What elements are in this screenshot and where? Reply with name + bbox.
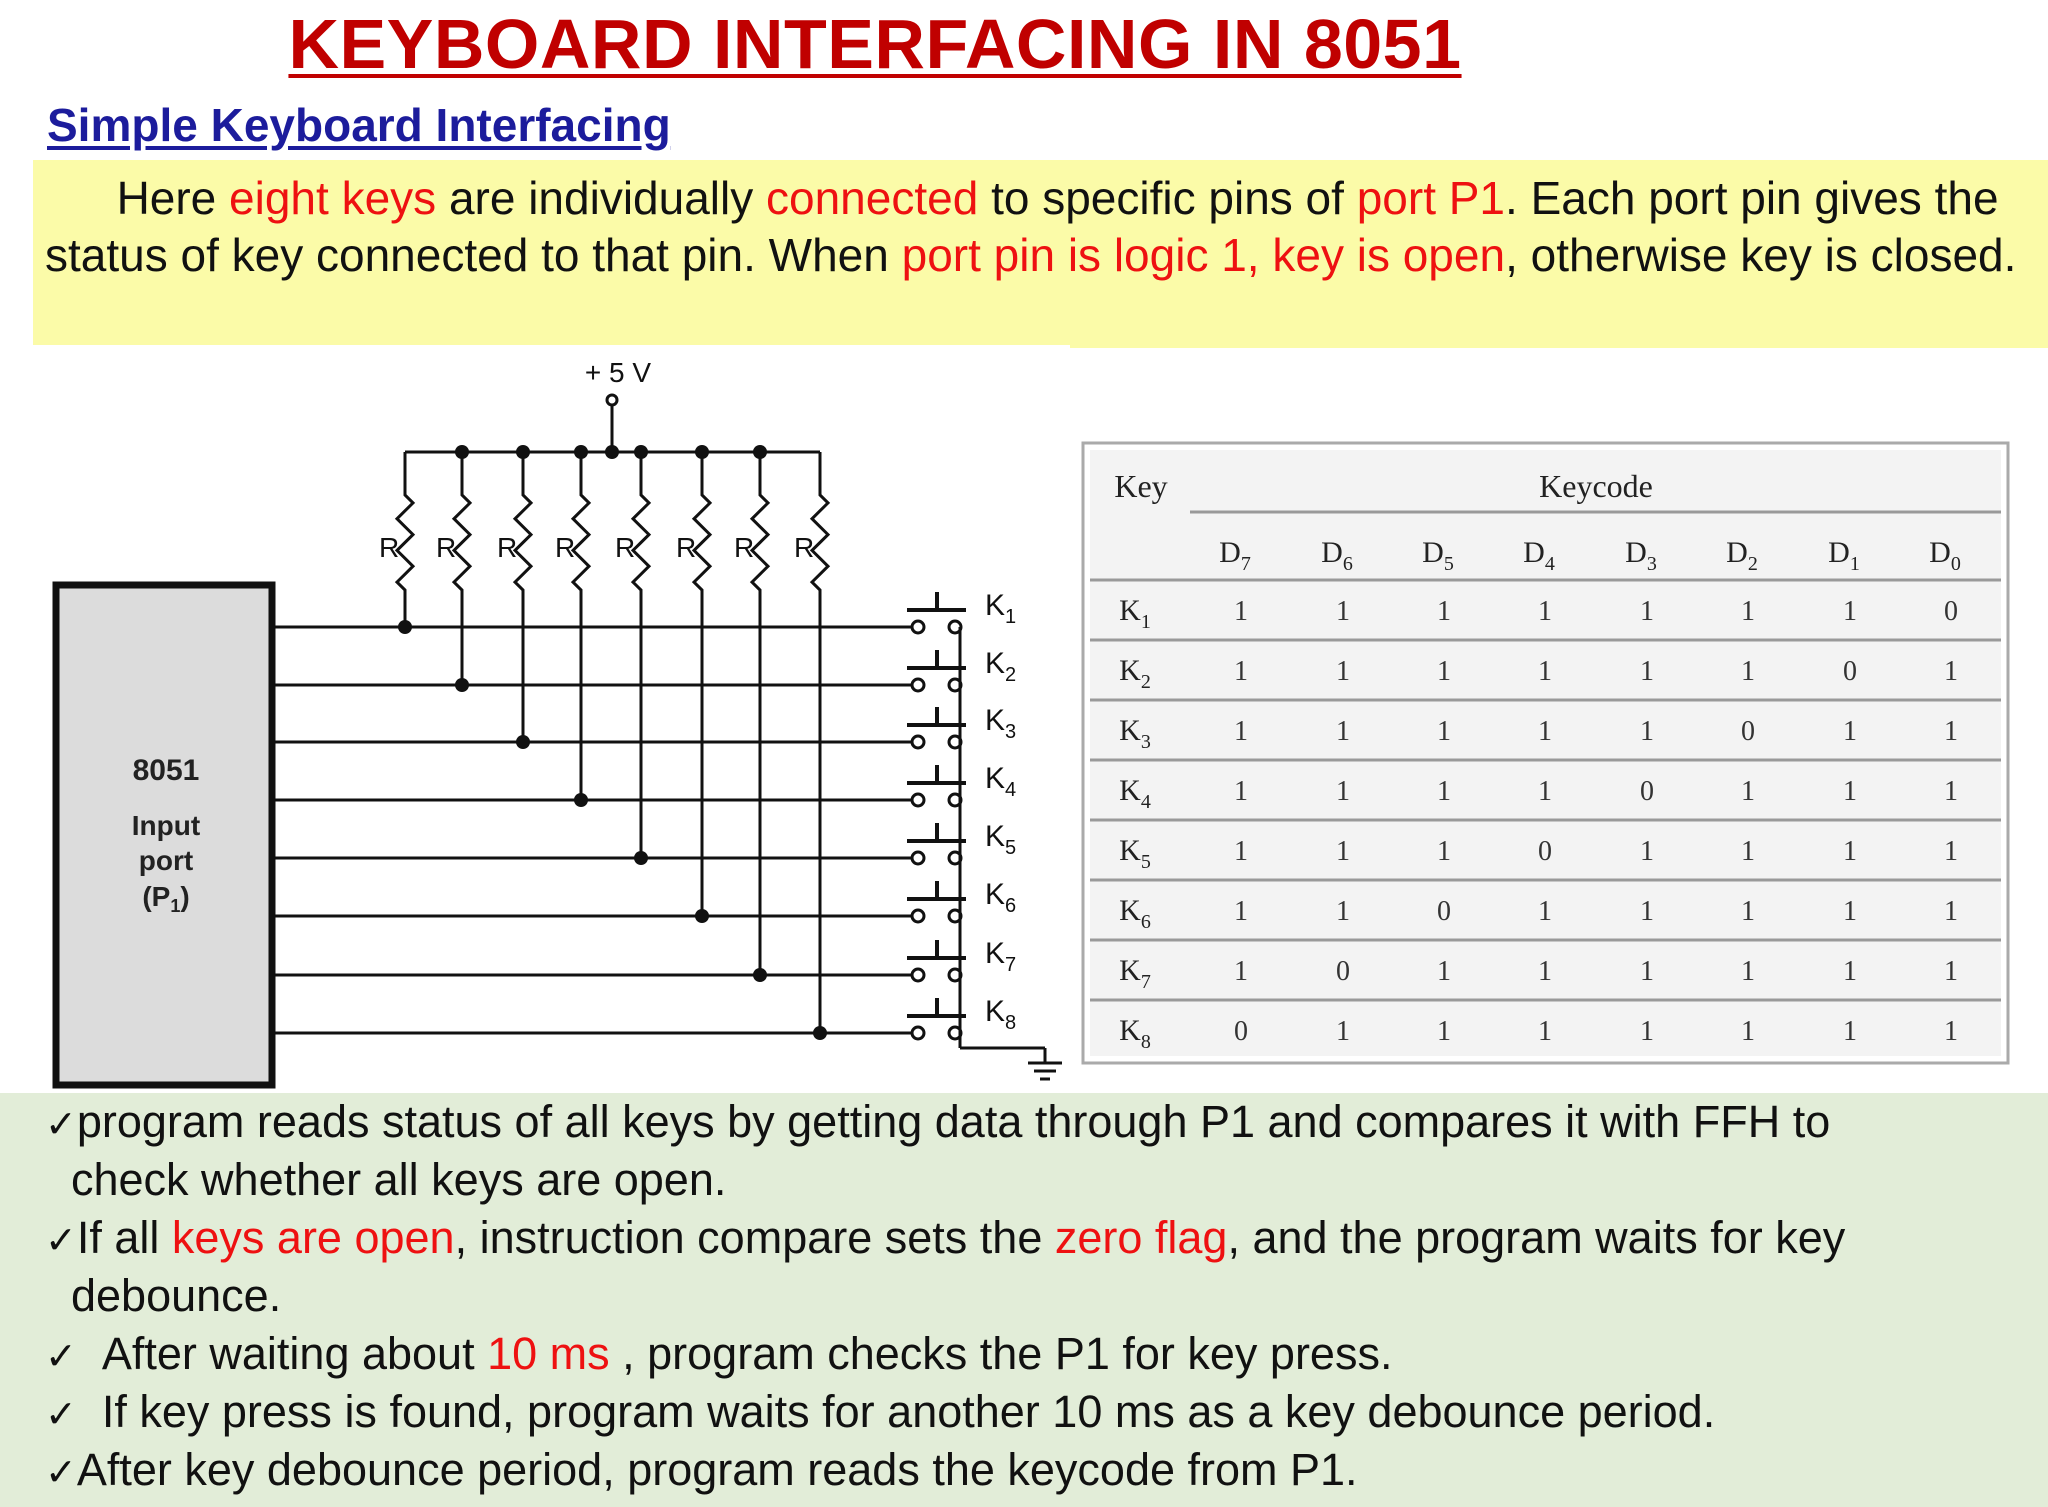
bit-cell: 1 (1640, 956, 1654, 987)
bit-cell: 0 (1741, 716, 1755, 747)
bit-cell: 1 (1538, 596, 1552, 627)
key-label-letter: K (985, 704, 1006, 737)
bit-cell: 1 (1437, 716, 1451, 747)
key-label (985, 762, 1016, 801)
bit-cell: 1 (1234, 956, 1248, 987)
section-subtitle: Simple Keyboard Interfacing (47, 99, 671, 151)
switch-contact (912, 794, 924, 806)
bullet-3-highlight-10ms: 10 ms (487, 1328, 610, 1379)
bit-cell: 1 (1944, 1016, 1958, 1047)
key-label-letter: K (985, 647, 1006, 680)
bit-cell: 1 (1640, 896, 1654, 927)
table-header-keycode: Keycode (1539, 468, 1653, 504)
bit-cell: 1 (1843, 896, 1857, 927)
bullet-2-highlight-zero-flag: zero flag (1054, 1212, 1228, 1263)
bullet-3 (45, 1325, 1392, 1385)
bit-cell: 1 (1234, 596, 1248, 627)
bullet-2-text-3: , and the program waits for key (1227, 1212, 1846, 1263)
bullet-2-continued: debounce. (71, 1270, 282, 1321)
bullet-2-text-2: , instruction compare sets the (454, 1212, 1055, 1263)
intro-highlight-eight-keys: eight keys (229, 172, 437, 224)
keycode-table (1083, 443, 2008, 1063)
row-junction-dot (398, 620, 412, 634)
key-label (985, 704, 1016, 743)
supply-terminal (607, 395, 617, 405)
bullet-list (0, 1093, 2048, 1507)
key-label-index: 6 (1005, 895, 1017, 917)
bit-cell: 1 (1843, 1016, 1857, 1047)
bit-cell: 1 (1944, 896, 1958, 927)
bit-cell: 0 (1843, 656, 1857, 687)
bit-cell: 0 (1234, 1016, 1248, 1047)
switch-contact (912, 852, 924, 864)
key-label (985, 820, 1016, 859)
bit-cell: 0 (1944, 596, 1958, 627)
row-key-index: 8 (1140, 1031, 1151, 1053)
check-icon: ✓ (45, 1102, 77, 1146)
key-label (985, 937, 1016, 976)
bit-header-letter: D (1321, 536, 1343, 569)
bullet-3-text-1: After waiting about (101, 1328, 488, 1379)
bit-header-index: 3 (1646, 553, 1657, 575)
row-key-letter: K (1119, 1014, 1141, 1047)
bit-cell: 0 (1640, 776, 1654, 807)
key-label (985, 589, 1016, 628)
circuit-schematic (56, 357, 1062, 1085)
bullet-1-text: program reads status of all keys by getting data through P1 and compares it with FFH to (76, 1096, 1831, 1147)
bullet-4 (45, 1383, 1715, 1443)
intro-box (33, 160, 2048, 345)
bit-header-letter: D (1929, 536, 1951, 569)
bit-header-letter: D (1828, 536, 1850, 569)
bullet-5-text: After key debounce period, program reads the keycode from P1. (76, 1444, 1358, 1495)
switch-contact (912, 910, 924, 922)
bit-cell: 1 (1843, 596, 1857, 627)
key-label-index: 3 (1005, 721, 1017, 743)
check-icon: ✓ (45, 1218, 77, 1262)
bit-cell: 1 (1234, 716, 1248, 747)
bit-header-letter: D (1625, 536, 1647, 569)
bit-cell: 1 (1538, 716, 1552, 747)
bit-cell: 1 (1437, 596, 1451, 627)
bit-header-letter: D (1523, 536, 1545, 569)
keyboard-diagram (0, 345, 2048, 1095)
key-rows (272, 589, 1016, 1048)
bit-cell: 1 (1640, 716, 1654, 747)
bullet-2-highlight-keys-open: keys are open (171, 1212, 455, 1263)
bullet-2-text-1: If all (76, 1212, 172, 1263)
chip-label-p1-sub: 1 (170, 896, 181, 916)
row-junction-dot (753, 968, 767, 982)
bit-cell: 1 (1538, 1016, 1552, 1047)
intro-text-2: are individually (436, 172, 767, 224)
bit-cell: 1 (1336, 836, 1350, 867)
bit-cell: 1 (1843, 836, 1857, 867)
bullet-1 (45, 1093, 1830, 1153)
bit-cell: 1 (1944, 956, 1958, 987)
intro-text-4: . Each port pin gives the status of key connected to that pin. When (45, 172, 1999, 281)
bus-junction-dot (605, 445, 619, 459)
bit-cell: 1 (1538, 656, 1552, 687)
bit-cell: 1 (1234, 656, 1248, 687)
bullet-1-continued: check whether all keys are open. (71, 1154, 727, 1205)
bit-header-letter: D (1219, 536, 1241, 569)
switch-contact (912, 736, 924, 748)
chip-label-p1 (142, 881, 189, 916)
resistor (397, 452, 413, 627)
bit-cell: 1 (1843, 716, 1857, 747)
bullet-4-text: If key press is found, program waits for another 10 ms as a key debounce period. (101, 1386, 1716, 1437)
intro-text-1: Here (116, 172, 230, 224)
row-junction-dot (516, 735, 530, 749)
key-label-letter: K (985, 937, 1006, 970)
bit-cell: 1 (1234, 776, 1248, 807)
switch-contact (912, 1027, 924, 1039)
bit-cell: 1 (1741, 776, 1755, 807)
bit-header-index: 6 (1342, 553, 1353, 575)
check-icon: ✓ (45, 1392, 77, 1436)
row-junction-dot (695, 909, 709, 923)
bit-cell: 1 (1336, 596, 1350, 627)
page-title: KEYBOARD INTERFACING IN 8051 (288, 5, 1462, 83)
bit-cell: 0 (1538, 836, 1552, 867)
bit-header-index: 1 (1849, 553, 1860, 575)
bit-cell: 1 (1640, 656, 1654, 687)
bit-cell: 1 (1741, 956, 1755, 987)
resistor-label: R (794, 532, 815, 563)
intro-paragraph (45, 170, 2035, 284)
bit-header-index: 7 (1240, 553, 1251, 575)
resistor-label: R (615, 532, 636, 563)
row-key-index: 2 (1140, 671, 1151, 693)
check-icon: ✓ (45, 1450, 77, 1494)
bit-cell: 1 (1640, 596, 1654, 627)
bit-cell: 0 (1437, 896, 1451, 927)
bullet-3-text-2: , program checks the P1 for key press. (609, 1328, 1393, 1379)
resistor (752, 452, 768, 975)
bit-cell: 1 (1437, 656, 1451, 687)
bit-cell: 1 (1741, 836, 1755, 867)
bit-cell: 1 (1741, 1016, 1755, 1047)
bit-cell: 1 (1336, 896, 1350, 927)
bit-cell: 1 (1336, 656, 1350, 687)
bit-header-index: 2 (1747, 553, 1758, 575)
key-label-index: 4 (1005, 779, 1017, 801)
row-key-letter: K (1119, 654, 1141, 687)
bit-cell: 1 (1437, 836, 1451, 867)
bit-header-index: 4 (1544, 553, 1555, 575)
row-key-letter: K (1119, 714, 1141, 747)
row-key-index: 5 (1140, 851, 1151, 873)
key-label (985, 995, 1016, 1034)
bit-header-index: 5 (1443, 553, 1454, 575)
bit-cell: 1 (1336, 1016, 1350, 1047)
key-label (985, 647, 1016, 686)
bit-cell: 1 (1843, 956, 1857, 987)
row-key-letter: K (1119, 594, 1141, 627)
bit-cell: 1 (1640, 1016, 1654, 1047)
key-label-letter: K (985, 820, 1006, 853)
key-label (985, 878, 1016, 917)
bit-cell: 0 (1336, 956, 1350, 987)
resistor-label: R (379, 532, 400, 563)
bit-header-letter: D (1726, 536, 1748, 569)
bit-cell: 1 (1538, 896, 1552, 927)
row-key-index: 4 (1140, 791, 1151, 813)
resistor (454, 452, 470, 685)
bit-cell: 1 (1944, 836, 1958, 867)
key-label-index: 1 (1005, 606, 1017, 628)
bit-cell: 1 (1843, 776, 1857, 807)
key-label-letter: K (985, 762, 1006, 795)
resistor-label: R (436, 532, 457, 563)
bit-cell: 1 (1437, 1016, 1451, 1047)
bit-cell: 1 (1234, 836, 1248, 867)
row-junction-dot (574, 793, 588, 807)
intro-highlight-logic: port pin is logic 1, key is open (901, 229, 1506, 281)
bit-cell: 1 (1741, 596, 1755, 627)
chip-name: 8051 (132, 754, 200, 787)
bit-header-letter: D (1422, 536, 1444, 569)
table-header-key: Key (1114, 468, 1168, 504)
bit-cell: 1 (1944, 716, 1958, 747)
intro-highlight-connected: connected (766, 172, 979, 224)
row-junction-dot (813, 1026, 827, 1040)
key-label-letter: K (985, 589, 1006, 622)
check-icon: ✓ (45, 1334, 77, 1378)
row-key-index: 3 (1140, 731, 1151, 753)
resistor (633, 452, 649, 858)
bit-cell: 1 (1234, 896, 1248, 927)
bit-cell: 1 (1944, 656, 1958, 687)
key-label-index: 7 (1005, 954, 1017, 976)
key-label-index: 8 (1005, 1012, 1017, 1034)
key-label-index: 2 (1005, 664, 1017, 686)
chip-label-port: port (138, 845, 194, 876)
bit-cell: 1 (1336, 776, 1350, 807)
bullet-5 (45, 1441, 1358, 1501)
bit-cell: 1 (1538, 956, 1552, 987)
key-label-letter: K (985, 995, 1006, 1028)
bit-cell: 1 (1538, 776, 1552, 807)
resistor-label: R (734, 532, 755, 563)
chip-label-p1-open: (P (142, 881, 171, 912)
bullet-2 (45, 1209, 1845, 1269)
switch-contact (912, 969, 924, 981)
row-key-letter: K (1119, 774, 1141, 807)
bit-cell: 1 (1944, 776, 1958, 807)
intro-highlight-port: port P1 (1356, 172, 1506, 224)
bit-cell: 1 (1437, 776, 1451, 807)
bit-cell: 1 (1437, 956, 1451, 987)
intro-text-3: to specific pins of (978, 172, 1357, 224)
bit-cell: 1 (1741, 656, 1755, 687)
chip-label-input: Input (131, 810, 201, 841)
row-junction-dot (634, 851, 648, 865)
bit-cell: 1 (1640, 836, 1654, 867)
chip-label-p1-close: ) (180, 881, 190, 912)
bit-header-index: 0 (1950, 553, 1961, 575)
row-key-letter: K (1119, 954, 1141, 987)
supply-label: + 5 V (584, 357, 652, 388)
row-key-letter: K (1119, 894, 1141, 927)
bit-cell: 1 (1741, 896, 1755, 927)
row-key-index: 1 (1140, 611, 1151, 633)
row-key-letter: K (1119, 834, 1141, 867)
switch-contact (912, 679, 924, 691)
resistor (515, 452, 531, 742)
bit-cell: 1 (1336, 716, 1350, 747)
intro-text-5: , otherwise key is closed. (1505, 229, 2017, 281)
resistor-label: R (497, 532, 518, 563)
resistor-label: R (676, 532, 697, 563)
resistor-label: R (555, 532, 576, 563)
key-label-index: 5 (1005, 837, 1017, 859)
row-key-index: 7 (1140, 971, 1151, 993)
key-label-letter: K (985, 878, 1006, 911)
switch-contact (912, 621, 924, 633)
row-key-index: 6 (1140, 911, 1151, 933)
row-junction-dot (455, 678, 469, 692)
